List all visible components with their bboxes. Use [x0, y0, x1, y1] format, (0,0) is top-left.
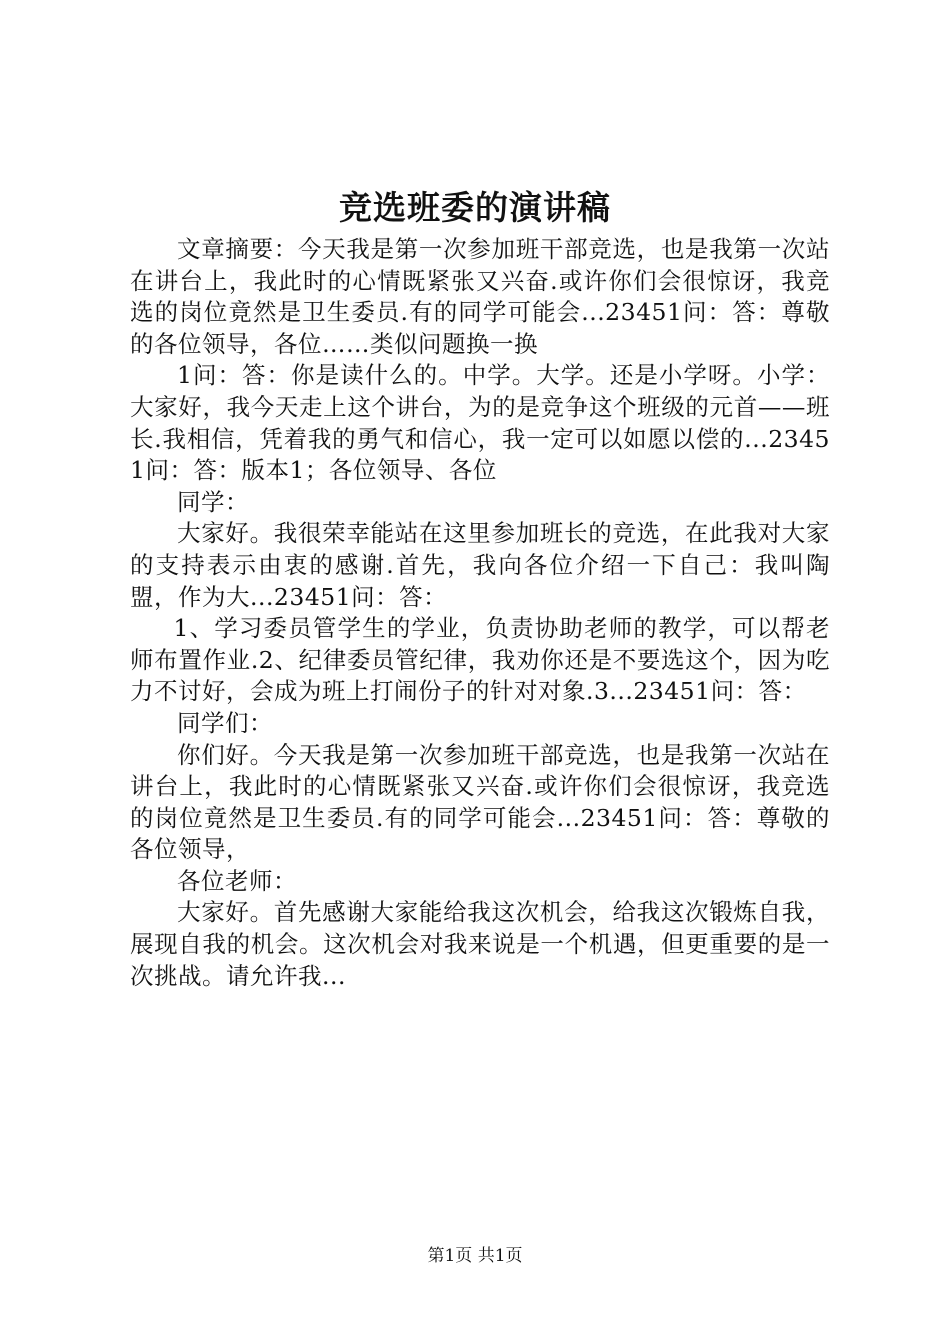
paragraph-3: 大家好。我很荣幸能站在这里参加班长的竞选，在此我对大家的支持表示由衷的感谢.首先，我向各位介绍一下自己：我叫陶盟，作为大...23451问：答：	[130, 519, 830, 611]
paragraph-6: 你们好。今天我是第一次参加班干部竞选，也是我第一次站在讲台上，我此时的心情既紧张又兴奋.或许你们会很惊讶，我竞选的岗位竟然是卫生委员.有的同学可能会...23451问：答：尊敬的各位领导，	[130, 740, 830, 864]
paragraph-5: 同学们：	[177, 708, 273, 737]
paragraph-8: 大家好。首先感谢大家能给我这次机会，给我这次锻炼自我，展现自我的机会。这次机会对我来说是一个机遇，但更重要的是一次挑战。请允许我...	[130, 898, 830, 990]
page-footer: 第1页 共1页	[427, 1246, 523, 1266]
document-title: 竞选班委的演讲稿	[339, 188, 611, 227]
paragraph-4: 1、学习委员管学生的学业，负责协助老师的教学，可以帮老师布置作业.2、纪律委员管纪律，我劝你还是不要选这个，因为吃力不讨好，会成为班上打闹份子的针对对象.3...23451问：答：	[130, 614, 830, 706]
paragraph-abstract: 文章摘要：今天我是第一次参加班干部竞选，也是我第一次站在讲台上，我此时的心情既紧张又兴奋.或许你们会很惊讶，我竞选的岗位竟然是卫生委员.有的同学可能会...23451问：答：尊敬的各位领导，各位……类似问题换一换	[130, 235, 830, 358]
document-body	[130, 234, 830, 992]
paragraph-1: 1问：答：你是读什么的。中学。大学。还是小学呀。小学：大家好，我今天走上这个讲台，为的是竞争这个班级的元首——班长.我相信，凭着我的勇气和信心，我一定可以如愿以偿的...23451问：答：版本1；各位领导、各位	[130, 361, 830, 485]
paragraph-2: 同学：	[177, 487, 249, 516]
paragraph-7: 各位老师：	[177, 866, 297, 895]
